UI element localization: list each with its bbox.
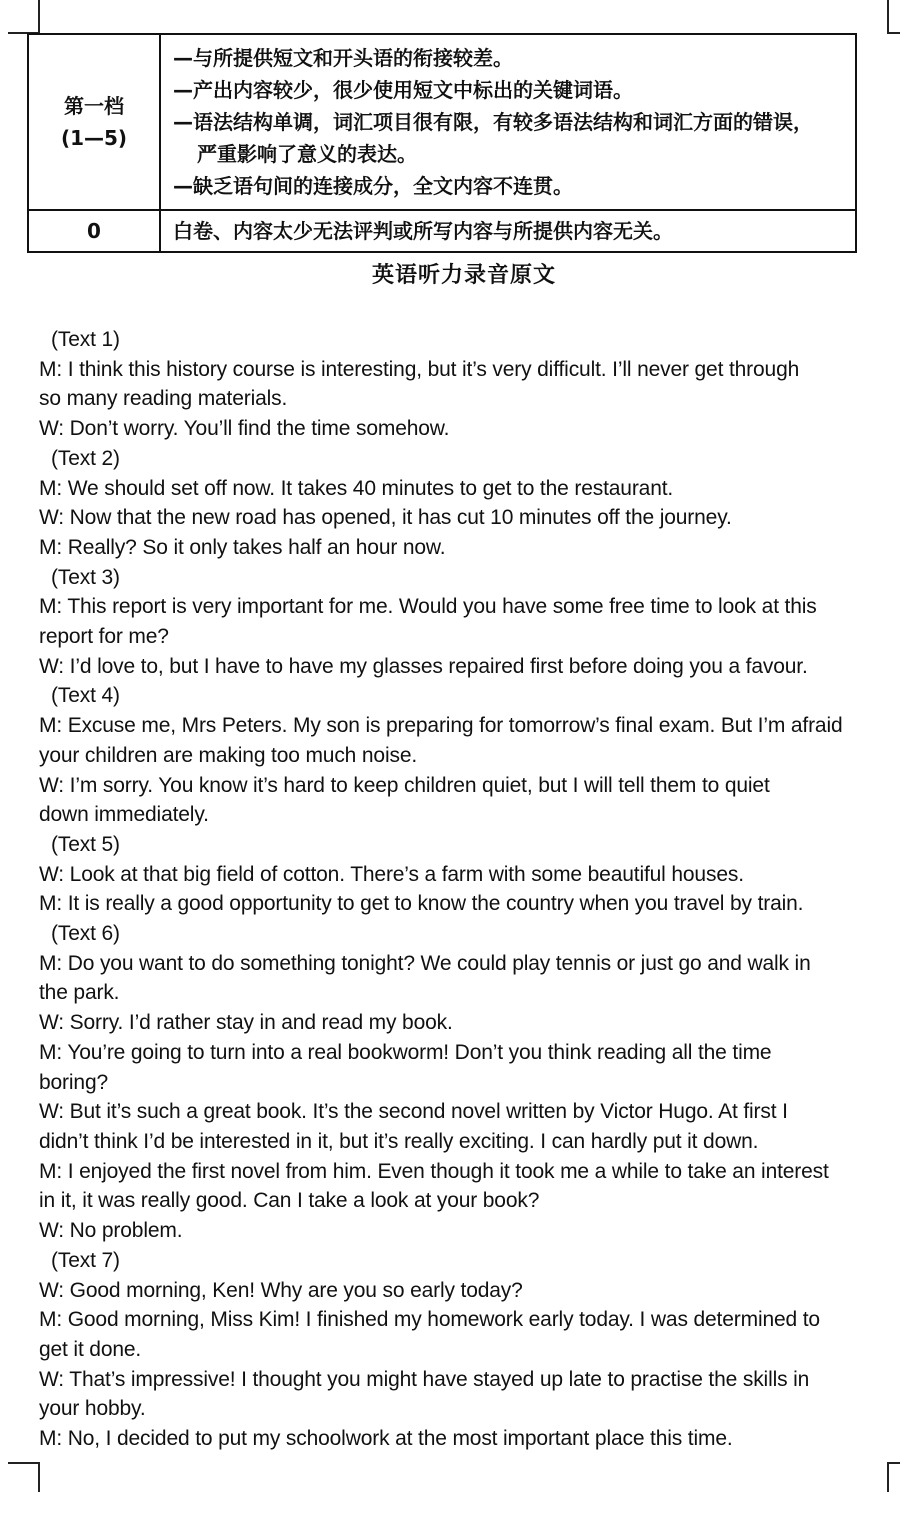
grade-criteria-cell	[160, 210, 856, 252]
dialogue-line: your hobby.	[39, 1397, 146, 1421]
dialogue-line: get it done.	[39, 1337, 142, 1361]
dialogue-line: M: Good morning, Miss Kim! I finished my homework early today. I was determined to	[39, 1308, 820, 1332]
grade-score-range: (1—5)	[60, 126, 128, 150]
dialogue-line: the park.	[39, 981, 120, 1005]
text-number-label: (Text 6)	[51, 922, 120, 946]
dialogue-line: didn’t think I’d be interested in it, but it’s really exciting. I can hardly put it down.	[39, 1129, 759, 1153]
dialogue-line: W: No problem.	[39, 1219, 183, 1243]
dialogue-line: W: Sorry. I’d rather stay in and read my book.	[39, 1011, 453, 1035]
text-number-label: (Text 1)	[51, 328, 120, 351]
grade-level-name: 第一档	[64, 94, 124, 118]
dialogue-line: M: Excuse me, Mrs Peters. My son is preparing for tomorrow’s final exam. But I’m afraid	[39, 714, 843, 738]
grade-criteria-cell	[160, 34, 856, 210]
grading-row-level-0	[28, 210, 856, 252]
dialogue-line: M: You’re going to turn into a real bookworm! Don’t you think reading all the time	[39, 1040, 772, 1064]
crop-mark-bottom-left	[38, 1462, 40, 1492]
dialogue-line: M: It is really a good opportunity to get to know the country when you travel by train.	[39, 892, 804, 916]
grade-criterion: 严重影响了意义的表达。	[197, 142, 417, 166]
dialogue-line: M: This report is very important for me. Would you have some free time to look at this	[39, 595, 817, 619]
listening-transcript	[39, 325, 894, 1454]
dialogue-line: M: We should set off now. It takes 40 minutes to get to the restaurant.	[39, 476, 674, 500]
dialogue-line: boring?	[39, 1070, 109, 1094]
text-number-label: (Text 4)	[51, 684, 120, 708]
text-number-label: (Text 3)	[51, 565, 120, 589]
dialogue-line: W: Look at that big field of cotton. There’s a farm with some beautiful houses.	[39, 862, 744, 886]
dialogue-line: M: I enjoyed the first novel from him. Even though it took me a while to take an interest	[39, 1159, 829, 1183]
dialogue-line: M: Really? So it only takes half an hour now.	[39, 535, 446, 559]
grade-criterion: —语法结构单调，词汇项目很有限，有较多语法结构和词汇方面的错误，	[173, 110, 813, 134]
grading-row-level-1	[28, 34, 856, 210]
dialogue-line: W: That’s impressive! I thought you might have stayed up late to practise the skills in	[39, 1367, 810, 1391]
text-number-label: (Text 5)	[51, 832, 120, 856]
dialogue-line: down immediately.	[39, 803, 209, 827]
grade-criterion: 白卷、内容太少无法评判或所写内容与所提供内容无关。	[173, 219, 673, 243]
text-number-label: (Text 2)	[51, 446, 120, 470]
grade-criterion: —与所提供短文和开头语的衔接较差。	[173, 46, 513, 70]
dialogue-line: W: Don’t worry. You’ll find the time somehow.	[39, 417, 450, 441]
grade-criterion: —产出内容较少，很少使用短文中标出的关键词语。	[173, 78, 633, 102]
dialogue-line: so many reading materials.	[39, 387, 288, 411]
dialogue-line: W: I’m sorry. You know it’s hard to keep children quiet, but I will tell them to quiet	[39, 773, 770, 797]
dialogue-line: W: Now that the new road has opened, it has cut 10 minutes off the journey.	[39, 506, 732, 530]
crop-mark-bottom-left	[8, 1462, 40, 1464]
dialogue-line: M: No, I decided to put my schoolwork at the most important place this time.	[39, 1427, 733, 1451]
section-title: 英语听力录音原文	[371, 263, 556, 288]
crop-mark-top-right	[887, 0, 889, 32]
dialogue-line: in it, it was really good. Can I take a look at your book?	[39, 1189, 540, 1213]
crop-mark-top-right	[887, 32, 900, 34]
dialogue-line: W: I’d love to, but I have to have my glasses repaired first before doing you a favour.	[39, 654, 808, 678]
dialogue-line: M: I think this history course is interesting, but it’s very difficult. I’ll never get through	[39, 357, 800, 381]
dialogue-line: W: Good morning, Ken! Why are you so early today?	[39, 1278, 523, 1302]
dialogue-line: report for me?	[39, 625, 169, 649]
dialogue-line: your children are making too much noise.	[39, 743, 418, 767]
grade-criterion: —缺乏语句间的连接成分，全文内容不连贯。	[173, 174, 573, 198]
crop-mark-bottom-right	[887, 1462, 889, 1492]
dialogue-line: M: Do you want to do something tonight? We could play tennis or just go and walk in	[39, 951, 811, 975]
text-number-label: (Text 7)	[51, 1248, 120, 1272]
grade-level-cell	[28, 34, 160, 210]
grade-level-name: 0	[87, 219, 101, 243]
grade-level-cell	[28, 210, 160, 252]
dialogue-line: W: But it’s such a great book. It’s the second novel written by Victor Hugo. At first I	[39, 1100, 788, 1124]
grading-table	[27, 33, 857, 253]
crop-mark-top-left	[38, 0, 40, 32]
